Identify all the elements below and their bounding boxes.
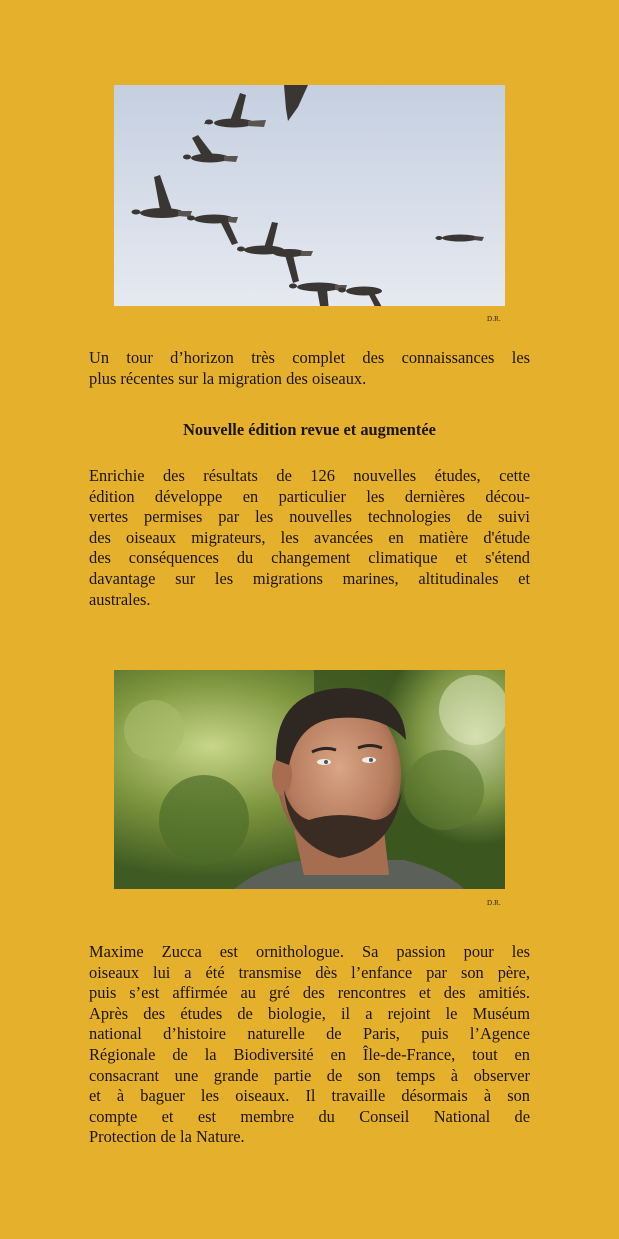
edition-heading: Nouvelle édition revue et augmentée — [183, 420, 436, 439]
author-bio-paragraph — [89, 942, 530, 1148]
intro-line: Un tour d’horizon très complet des connaissances les — [89, 348, 530, 367]
author-portrait-photo — [114, 670, 505, 889]
bio-line: national d’histoire naturelle de Paris, puis l’Agence — [89, 1024, 530, 1044]
enrichment-line: vertes permises par les nouvelles technologies de suivi — [89, 507, 530, 527]
intro-line: plus récentes sur la migration des oiseaux. — [89, 368, 367, 388]
photo-credit: D.R. — [486, 899, 501, 907]
photo-credit: D.R. — [486, 315, 501, 323]
bio-line: Après des études de biologie, il a rejoint le Muséum — [89, 1003, 530, 1023]
enrichment-line: édition développe en particulier les dernières décou- — [89, 486, 530, 506]
bio-line: compte et est membre du Conseil National de — [89, 1106, 530, 1126]
enrichment-line: davantage sur les migrations marines, altitudinales et — [89, 568, 530, 588]
author-portrait-illustration — [114, 670, 505, 889]
flying-geese-illustration — [114, 85, 505, 306]
enrichment-line: australes. — [89, 589, 151, 609]
enrichment-line: Enrichie des résultats de 126 nouvelles études, cette — [89, 466, 530, 485]
geese-photo — [114, 85, 505, 306]
bio-line: Régionale de la Biodiversité en Île-de-France, tout en — [89, 1044, 530, 1064]
bio-line: puis s’est affirmée au gré des rencontres et des amitiés. — [89, 983, 530, 1003]
enrichment-line: des conséquences du changement climatique et s'étend — [89, 548, 530, 568]
bio-line: Maxime Zucca est ornithologue. Sa passion pour les — [89, 942, 530, 961]
bio-line: oiseaux lui a été transmise dès l’enfance par son père, — [89, 962, 530, 982]
bio-line: consacrant une grande partie de son temps à observer — [89, 1065, 530, 1085]
enrichment-line: des oiseaux migrateurs, les avancées en matière d'étude — [89, 527, 530, 547]
intro-paragraph — [89, 348, 530, 389]
bio-line: Protection de la Nature. — [89, 1127, 245, 1147]
enrichment-paragraph — [89, 466, 530, 610]
bio-line: et à baguer les oiseaux. Il travaille désormais à son — [89, 1086, 530, 1106]
